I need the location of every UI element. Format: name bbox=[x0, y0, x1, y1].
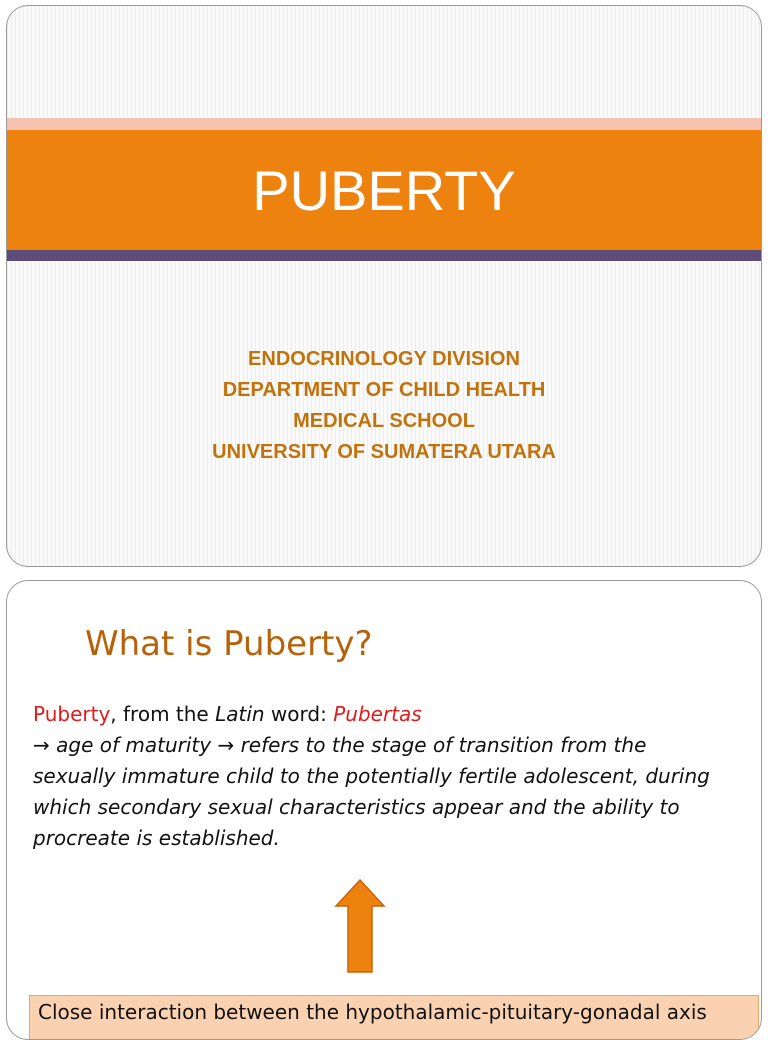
subtitle-line: DEPARTMENT OF CHILD HEALTH bbox=[222, 379, 546, 401]
arrow-right-icon: → bbox=[33, 733, 50, 757]
definition-paragraph bbox=[33, 699, 733, 854]
text-word: word: bbox=[264, 702, 334, 726]
text-definition: refers to the stage of transition from the sexually immature child to the potentially fertile adolescent, during which secondary sexual characteristics appear and the ability to procreate is established. bbox=[33, 733, 710, 850]
term-puberty: Puberty bbox=[33, 702, 111, 726]
title-slide bbox=[6, 5, 762, 567]
arrow-up-shape bbox=[334, 878, 386, 974]
subtitle-line: UNIVERSITY OF SUMATERA UTARA bbox=[212, 441, 556, 463]
text-age-of-maturity: age of maturity bbox=[49, 733, 218, 757]
slide-title: PUBERTY bbox=[252, 158, 516, 222]
text-latin: Latin bbox=[215, 702, 265, 726]
definition-slide bbox=[6, 580, 762, 1040]
title-band bbox=[7, 130, 761, 250]
callout-box: Close interaction between the hypothalamic-pituitary-gonadal axis bbox=[29, 995, 759, 1040]
term-pubertas: Pubertas bbox=[333, 702, 422, 726]
pink-accent-band bbox=[7, 118, 761, 130]
arrow-right-icon: → bbox=[217, 733, 235, 757]
subtitle-line: MEDICAL SCHOOL bbox=[293, 410, 475, 432]
subtitle-line: ENDOCRINOLOGY DIVISION bbox=[248, 348, 520, 370]
arrow-up-icon bbox=[334, 878, 386, 974]
slide-subtitle bbox=[7, 344, 761, 468]
slide-heading: What is Puberty? bbox=[85, 624, 373, 664]
text-from: , from the bbox=[110, 702, 216, 726]
purple-accent-band bbox=[7, 250, 761, 261]
